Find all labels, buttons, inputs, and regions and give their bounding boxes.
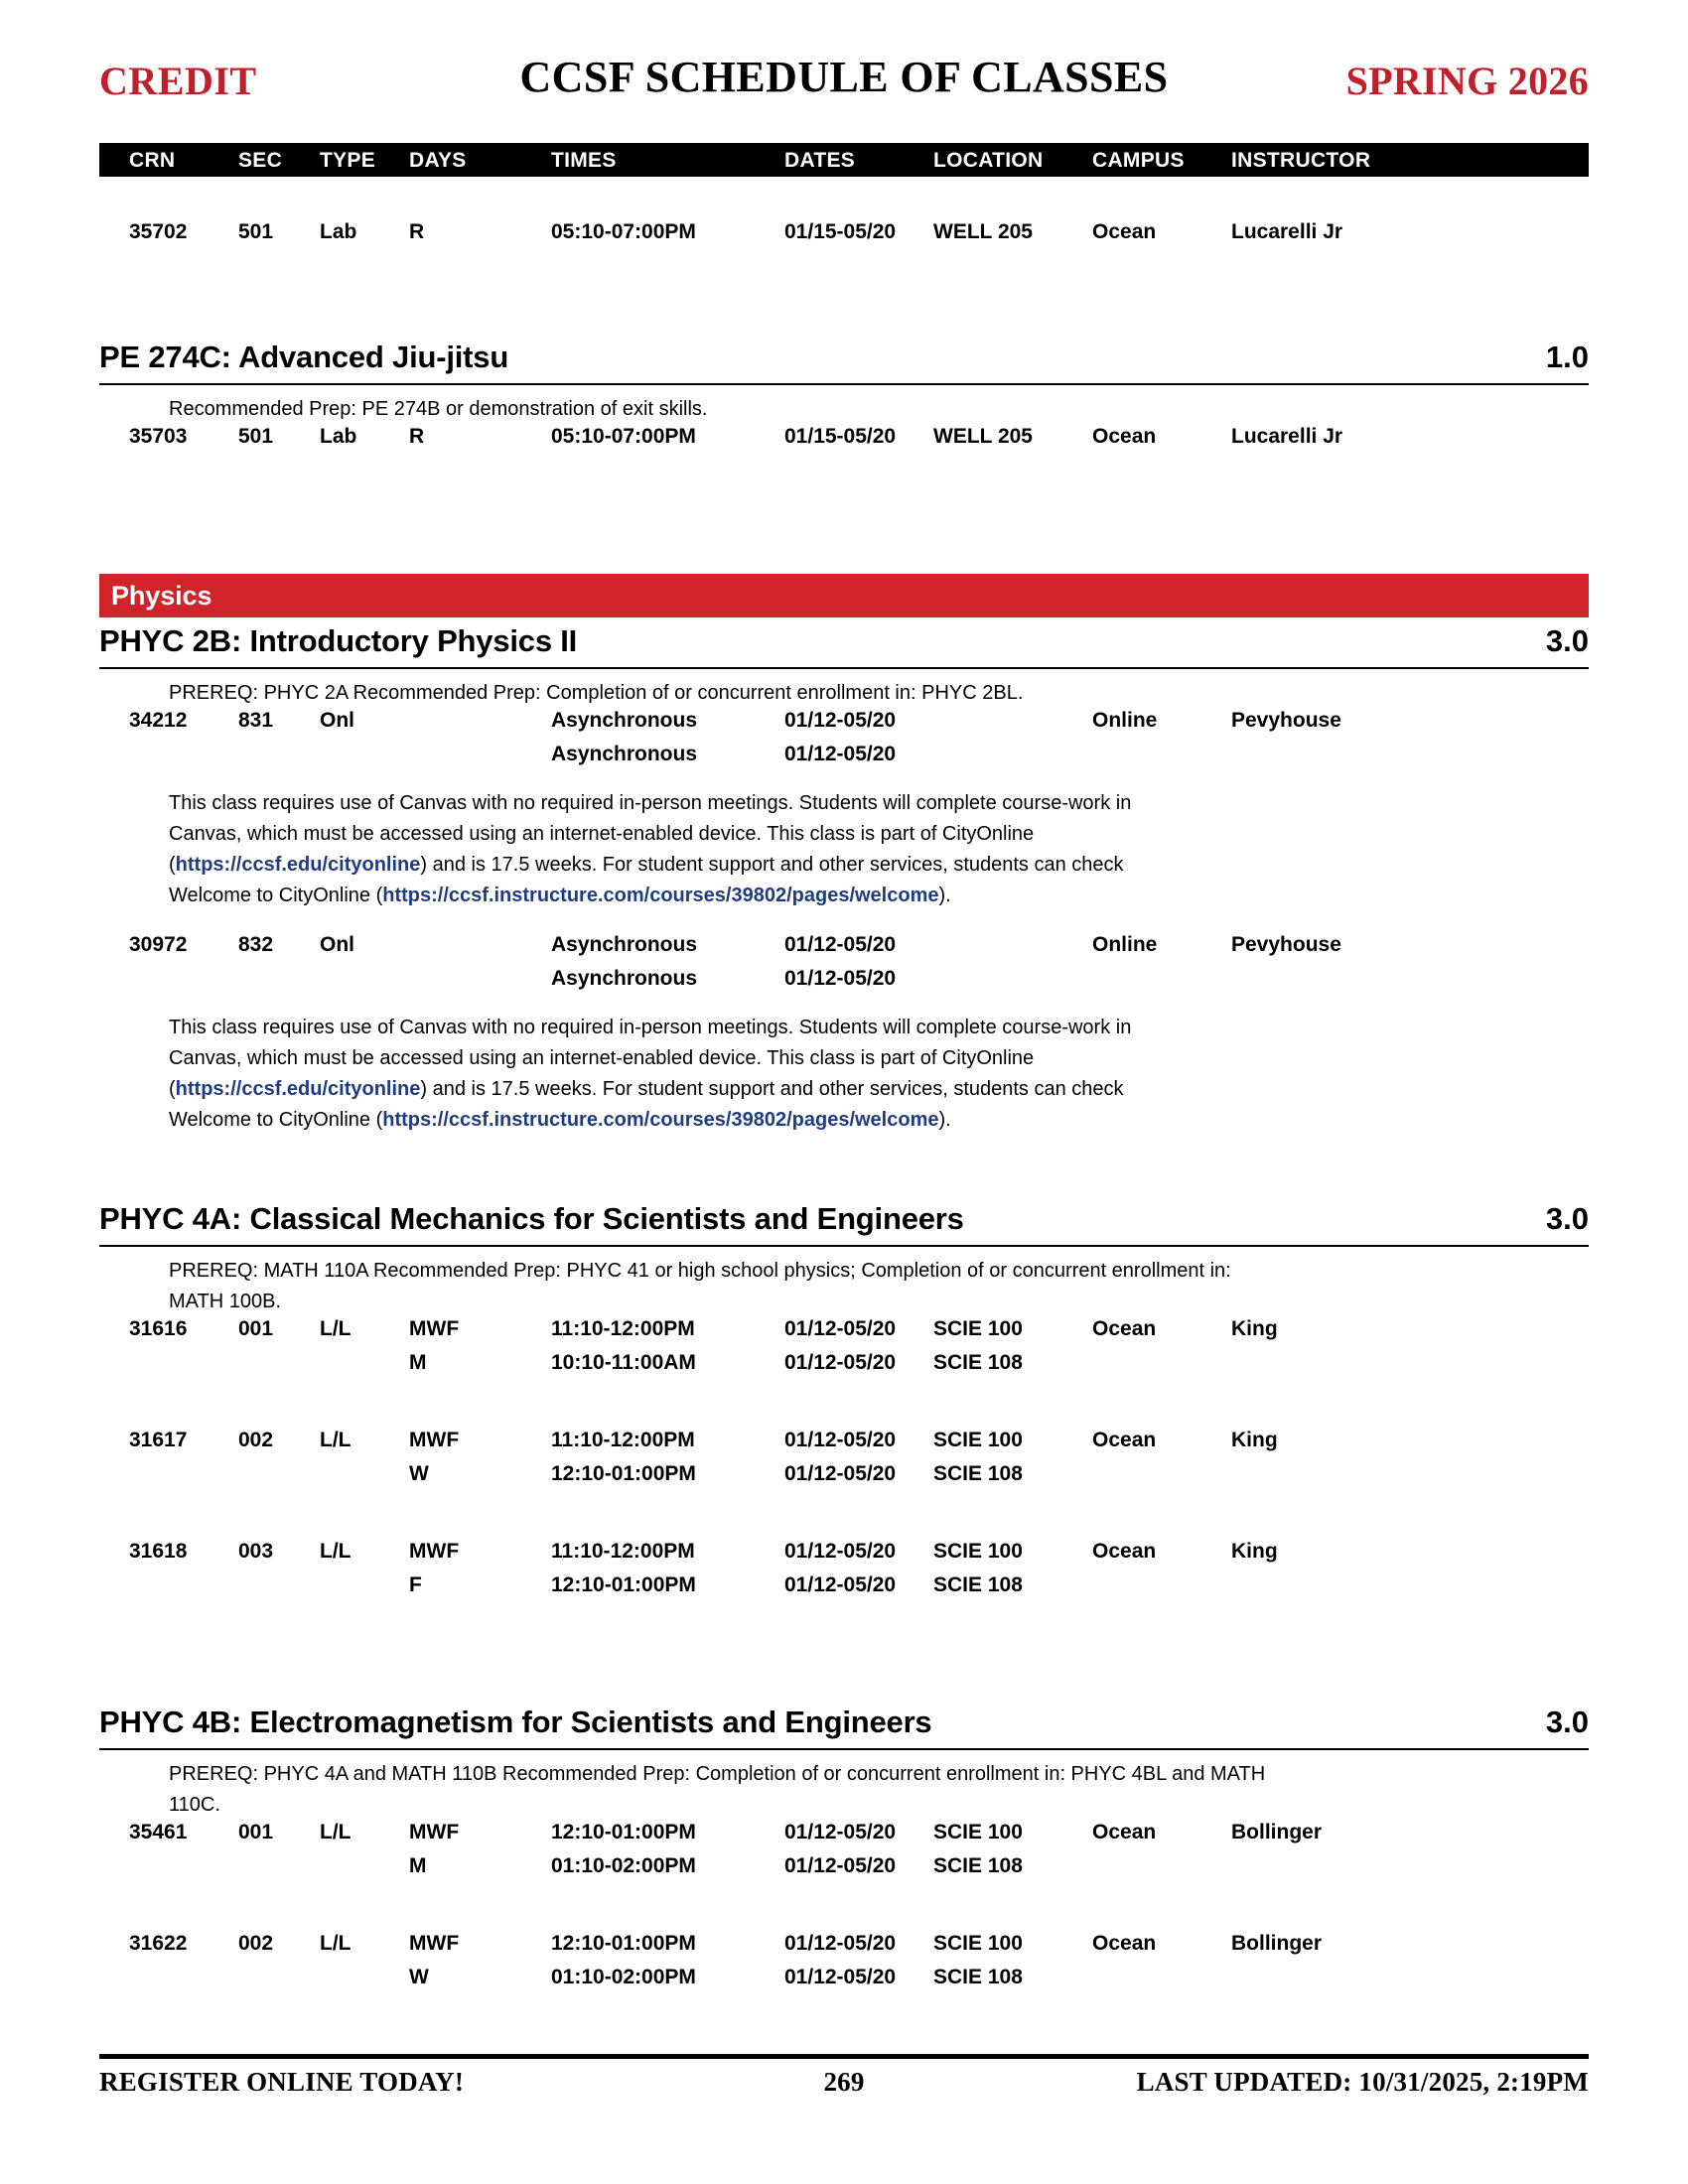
cell-dates-2: 01/12-05/20 — [784, 1854, 897, 1877]
cell-campus: Online — [1092, 933, 1158, 956]
cell-type: Onl — [320, 709, 354, 732]
class-note-text-2: ) and is 17.5 weeks. For student support and other services, students can check Welcome to CityOnline ( — [169, 854, 1124, 906]
cell-crn: 31616 — [129, 1317, 188, 1340]
course-title: PHYC 2B: Introductory Physics II — [99, 623, 578, 658]
cell-dates: 01/12-05/20 — [784, 709, 897, 732]
cell-campus: Ocean — [1092, 1540, 1157, 1563]
cell-times: 11:10-12:00PM — [551, 1429, 695, 1451]
cell-location-2: SCIE 108 — [933, 1966, 1023, 1988]
course-prereq: PREREQ: MATH 110A Recommended Prep: PHYC 41 or high school physics; Completion of or concurrent enrollment in: MATH 100B. — [169, 1260, 1231, 1312]
cell-dates: 01/12-05/20 — [784, 1540, 897, 1563]
cell-days: MWF — [409, 1932, 460, 1955]
cell-times: Asynchronous — [551, 933, 698, 956]
cell-days-2: W — [409, 1462, 429, 1485]
cell-type: Lab — [320, 425, 357, 448]
cell-location: SCIE 100 — [933, 1932, 1023, 1955]
footer-page-number: 269 — [823, 2067, 865, 2097]
cityonline-link[interactable]: https://ccsf.edu/cityonline — [175, 854, 421, 876]
page-title: CCSF SCHEDULE OF CLASSES — [519, 53, 1169, 101]
footer-divider — [99, 2054, 1589, 2059]
course-title: PHYC 4B: Electromagnetism for Scientists and Engineers — [99, 1705, 932, 1739]
section-banner-physics — [99, 574, 1589, 617]
cell-days: R — [409, 425, 425, 448]
cell-times-2: Asynchronous — [551, 967, 698, 990]
cell-instructor: Lucarelli Jr — [1231, 425, 1343, 448]
table-row[interactable] — [99, 1317, 1589, 1351]
cell-dates-2: 01/12-05/20 — [784, 743, 897, 765]
table-column-header — [99, 143, 1589, 177]
table-row-secondary-meeting — [99, 1854, 1589, 1888]
orphan-class-rows — [99, 220, 1589, 254]
cell-dates: 01/12-05/20 — [784, 1317, 897, 1340]
cell-days: MWF — [409, 1429, 460, 1451]
column-header-campus: CAMPUS — [1092, 149, 1185, 172]
footer-register-link[interactable]: REGISTER ONLINE TODAY! — [99, 2067, 465, 2097]
cell-dates-2: 01/12-05/20 — [784, 1573, 897, 1596]
cell-campus: Online — [1092, 709, 1158, 732]
cell-campus: Ocean — [1092, 1932, 1157, 1955]
course-units: 3.0 — [1545, 623, 1589, 658]
cell-times-2: 01:10-02:00PM — [551, 1966, 696, 1988]
cell-days-2: F — [409, 1573, 422, 1596]
cell-days-2: M — [409, 1854, 427, 1877]
cell-times: Asynchronous — [551, 709, 698, 732]
course-header-phyc4a — [99, 1201, 1589, 1247]
class-note-text-3: ). — [938, 1109, 951, 1131]
cell-sec: 002 — [238, 1429, 274, 1451]
table-row[interactable] — [99, 220, 1589, 254]
cell-dates-2: 01/12-05/20 — [784, 967, 897, 990]
cell-location-2: SCIE 108 — [933, 1854, 1023, 1877]
cell-type: L/L — [320, 1821, 352, 1843]
cell-campus: Ocean — [1092, 1317, 1157, 1340]
class-note-text-2: ) and is 17.5 weeks. For student support and other services, students can check Welcome to CityOnline ( — [169, 1078, 1124, 1131]
table-row-secondary-meeting — [99, 1462, 1589, 1496]
cell-crn: 31622 — [129, 1932, 188, 1955]
cell-crn: 31617 — [129, 1429, 188, 1451]
cell-times-2: 12:10-01:00PM — [551, 1573, 696, 1596]
masthead-term-label: SPRING 2026 — [1345, 59, 1589, 103]
table-row[interactable] — [99, 1540, 1589, 1573]
cell-crn: 35461 — [129, 1821, 188, 1843]
cell-times-2: 01:10-02:00PM — [551, 1854, 696, 1877]
section-banner-label: Physics — [111, 581, 212, 611]
cell-times: 12:10-01:00PM — [551, 1932, 696, 1955]
course-title: PE 274C: Advanced Jiu-jitsu — [99, 340, 509, 374]
course-units: 1.0 — [1545, 340, 1589, 374]
cell-sec: 831 — [238, 709, 274, 732]
cell-days: MWF — [409, 1821, 460, 1843]
cell-campus: Ocean — [1092, 425, 1157, 448]
cell-sec: 001 — [238, 1821, 274, 1843]
class-rows-phyc4a — [99, 1317, 1589, 1607]
cell-times: 12:10-01:00PM — [551, 1821, 696, 1843]
cell-crn: 35702 — [129, 220, 188, 243]
cell-times-2: 10:10-11:00AM — [551, 1351, 696, 1374]
cell-days: MWF — [409, 1540, 460, 1563]
welcome-to-cityonline-link[interactable]: https://ccsf.instructure.com/courses/39802/pages/welcome — [382, 885, 939, 906]
table-row-secondary-meeting — [99, 1573, 1589, 1607]
column-header-sec: SEC — [238, 149, 283, 172]
column-header-crn: CRN — [129, 149, 176, 172]
cell-location-2: SCIE 108 — [933, 1462, 1023, 1485]
cell-location-2: SCIE 108 — [933, 1351, 1023, 1374]
cell-times: 05:10-07:00PM — [551, 425, 696, 448]
class-note-text-1: This class requires use of Canvas with no required in-person meetings. Students will complete course-work in Canvas, which must be accessed using an internet-enabled device. This class is part of CityOnline ( — [169, 792, 1132, 876]
cell-type: L/L — [320, 1932, 352, 1955]
table-row[interactable] — [99, 425, 1589, 459]
cell-dates-2: 01/12-05/20 — [784, 1966, 897, 1988]
cell-times: 11:10-12:00PM — [551, 1540, 695, 1563]
course-prereq: Recommended Prep: PE 274B or demonstration of exit skills. — [169, 398, 708, 420]
cell-instructor: Pevyhouse — [1231, 709, 1341, 732]
cell-times: 05:10-07:00PM — [551, 220, 696, 243]
cell-type: L/L — [320, 1317, 352, 1340]
footer-last-updated: LAST UPDATED: 10/31/2025, 2:19PM — [1136, 2067, 1589, 2097]
class-rows-phyc4b — [99, 1821, 1589, 1999]
course-units: 3.0 — [1545, 1705, 1589, 1739]
cell-sec: 501 — [238, 425, 274, 448]
cell-dates-2: 01/12-05/20 — [784, 1462, 897, 1485]
class-note-text-1: This class requires use of Canvas with no required in-person meetings. Students will complete course-work in Canvas, which must be accessed using an internet-enabled device. This class is part of CityOnline ( — [169, 1017, 1132, 1100]
class-note-text-3: ). — [938, 885, 951, 906]
cell-crn: 31618 — [129, 1540, 188, 1563]
course-title: PHYC 4A: Classical Mechanics for Scientists and Engineers — [99, 1201, 964, 1236]
class-note — [169, 788, 1192, 911]
cell-location: SCIE 100 — [933, 1540, 1023, 1563]
page-footer — [99, 2054, 1589, 2107]
cell-location: SCIE 100 — [933, 1317, 1023, 1340]
cell-sec: 501 — [238, 220, 274, 243]
cell-dates: 01/15-05/20 — [784, 425, 897, 448]
course-header-phyc4b — [99, 1705, 1589, 1750]
column-header-instructor: INSTRUCTOR — [1231, 149, 1371, 172]
cell-type: Lab — [320, 220, 357, 243]
cell-dates: 01/15-05/20 — [784, 220, 897, 243]
cell-crn: 34212 — [129, 709, 188, 732]
cell-sec: 001 — [238, 1317, 274, 1340]
cell-campus: Ocean — [1092, 1429, 1157, 1451]
cell-dates: 01/12-05/20 — [784, 1821, 897, 1843]
cell-times-2: Asynchronous — [551, 743, 698, 765]
cell-days-2: W — [409, 1966, 429, 1988]
cell-times-2: 12:10-01:00PM — [551, 1462, 696, 1485]
cell-dates: 01/12-05/20 — [784, 1932, 897, 1955]
cell-location: SCIE 100 — [933, 1821, 1023, 1843]
class-rows-phyc2b — [99, 709, 1589, 1136]
table-row-secondary-meeting — [99, 1966, 1589, 1999]
cell-instructor: King — [1231, 1317, 1278, 1340]
column-header-type: TYPE — [320, 149, 376, 172]
course-prereq: PREREQ: PHYC 4A and MATH 110B Recommended Prep: Completion of or concurrent enrollment in: PHYC 4BL and MATH 110C. — [169, 1763, 1266, 1816]
cell-days: MWF — [409, 1317, 460, 1340]
cityonline-link[interactable]: https://ccsf.edu/cityonline — [175, 1078, 421, 1100]
column-header-dates: DATES — [784, 149, 856, 172]
cell-days-2: M — [409, 1351, 427, 1374]
table-row-secondary-meeting — [99, 967, 1589, 1001]
course-units: 3.0 — [1545, 1201, 1589, 1236]
cell-instructor: King — [1231, 1429, 1278, 1451]
cell-times: 11:10-12:00PM — [551, 1317, 695, 1340]
cell-instructor: Pevyhouse — [1231, 933, 1341, 956]
cell-location: SCIE 100 — [933, 1429, 1023, 1451]
cell-type: L/L — [320, 1429, 352, 1451]
cell-location: WELL 205 — [933, 220, 1033, 243]
table-row[interactable] — [99, 709, 1589, 743]
masthead — [99, 0, 1589, 135]
cell-crn: 30972 — [129, 933, 188, 956]
course-header-pe274c — [99, 340, 1589, 385]
table-row[interactable] — [99, 933, 1589, 967]
cell-sec: 002 — [238, 1932, 274, 1955]
column-header-times: TIMES — [551, 149, 617, 172]
cell-instructor: Lucarelli Jr — [1231, 220, 1343, 243]
table-row[interactable] — [99, 1429, 1589, 1462]
cell-location-2: SCIE 108 — [933, 1573, 1023, 1596]
cell-instructor: Bollinger — [1231, 1821, 1323, 1843]
cell-crn: 35703 — [129, 425, 188, 448]
column-header-location: LOCATION — [933, 149, 1044, 172]
class-rows-pe274c — [99, 425, 1589, 459]
course-header-phyc2b — [99, 623, 1589, 669]
cell-dates: 01/12-05/20 — [784, 933, 897, 956]
welcome-to-cityonline-link[interactable]: https://ccsf.instructure.com/courses/39802/pages/welcome — [382, 1109, 939, 1131]
cell-type: Onl — [320, 933, 354, 956]
cell-dates-2: 01/12-05/20 — [784, 1351, 897, 1374]
table-row-secondary-meeting — [99, 743, 1589, 776]
table-row-secondary-meeting — [99, 1351, 1589, 1385]
cell-instructor: King — [1231, 1540, 1278, 1563]
masthead-credit-label: CREDIT — [99, 59, 257, 103]
cell-campus: Ocean — [1092, 220, 1157, 243]
class-note — [169, 1013, 1192, 1136]
cell-type: L/L — [320, 1540, 352, 1563]
cell-campus: Ocean — [1092, 1821, 1157, 1843]
cell-instructor: Bollinger — [1231, 1932, 1323, 1955]
course-prereq: PREREQ: PHYC 2A Recommended Prep: Completion of or concurrent enrollment in: PHYC 2BL. — [169, 682, 1024, 704]
cell-sec: 003 — [238, 1540, 274, 1563]
table-row[interactable] — [99, 1932, 1589, 1966]
column-header-days: DAYS — [409, 149, 467, 172]
cell-location: WELL 205 — [933, 425, 1033, 448]
cell-dates: 01/12-05/20 — [784, 1429, 897, 1451]
cell-sec: 832 — [238, 933, 274, 956]
cell-days: R — [409, 220, 425, 243]
table-row[interactable] — [99, 1821, 1589, 1854]
